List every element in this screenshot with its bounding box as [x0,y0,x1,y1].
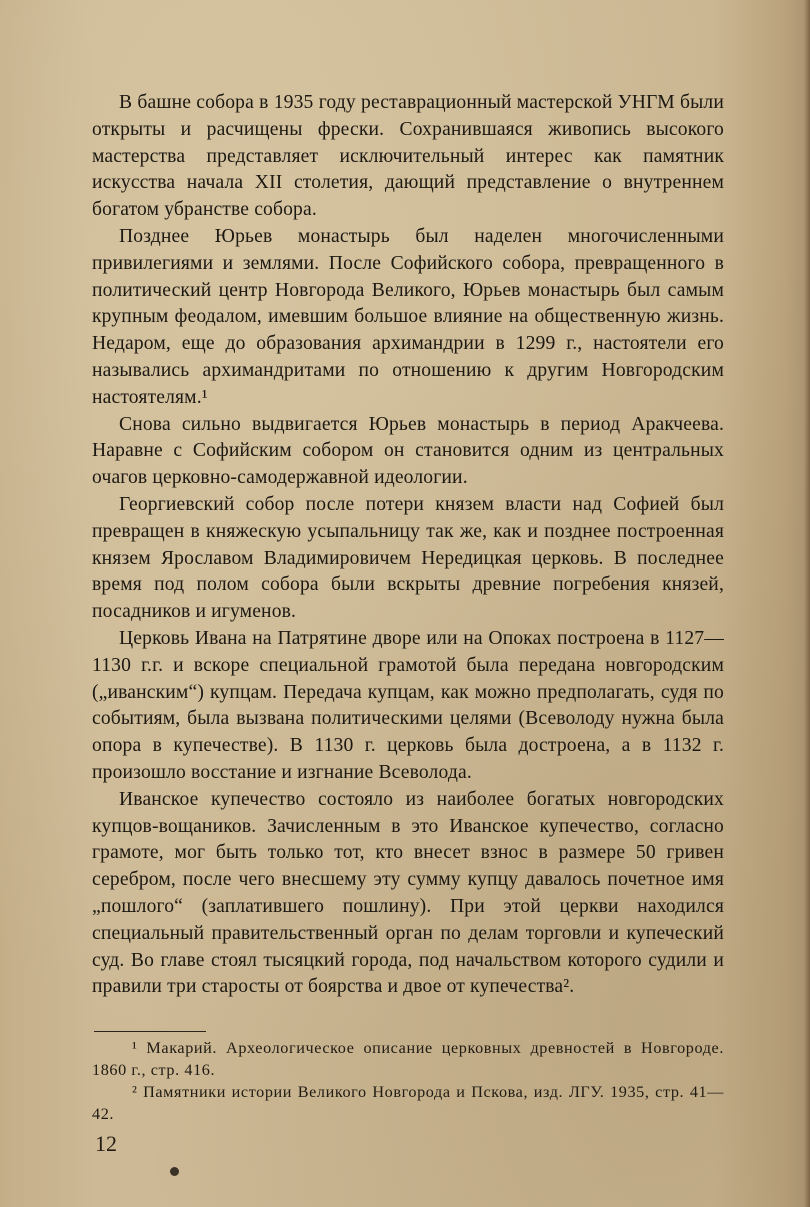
main-text [92,90,724,1001]
paragraph: В башне собора в 1935 году реставрационный мастерской УНГМ были открыты и расчищены фрески. Сохранившаяся живопись высокого мастерства представляет исключительный интерес как памятник искусства начала XII столетия, дающий представление о внутреннем богатом убранстве собора. [92,92,724,221]
page-edge-shadow [804,0,810,1207]
footnotes [92,1037,724,1125]
footnote: ² Памятники истории Великого Новгорода и Пскова, изд. ЛГУ. 1935, стр. 41—42. [92,1083,724,1123]
ink-speck [170,1167,179,1176]
footnote: ¹ Макарий. Археологическое описание церковных древностей в Новгороде. 1860 г., стр. 416. [92,1039,724,1079]
paragraph: Георгиевский собор после потери князем власти над Софией был превращен в княжескую усыпальницу так же, как и позднее построенная князем Ярославом Владимировичем Нередицкая церковь. В последнее время под полом собора были вскрыты древние погребения князей, посадников и игуменов. [92,493,724,623]
paragraph: Позднее Юрьев монастырь был наделен многочисленными привилегиями и землями. После Софийского собора, превращенного в политический центр Новгорода Великого, Юрьев монастырь был самым крупным феодалом, имевшим большое влияние на общественную жизнь. Недаром, еще до образования архимандрии в 1299 г., настоятели его назывались архимандритами по отношению к другим Новгородским настоятелям.¹ [92,225,724,408]
paragraph: Иванское купечество состояло из наиболее богатых новгородских купцов-вощаников. Зачисленным в это Иванское купечество, согласно грамоте, мог быть только тот, кто внесет взнос в размере 50 гривен серебром, после чего внесшему эту сумму купцу давалось почетное имя „пошлого“ (заплатившего пошлину). При этой церкви находился специальный правительственный орган по делам торговли и купеческий суд. Во главе стоял тысяцкий города, под начальством которого судили и правили три старосты от боярства и двое от купечества². [92,788,724,998]
paragraph: Снова сильно выдвигается Юрьев монастырь в период Аракчеева. Наравне с Софийским собором он становится одним из центральных очагов церковно-самодержавной идеологии. [92,413,724,489]
paragraph: Церковь Ивана на Патрятине дворе или на Опоках построена в 1127—1130 г.г. и вскоре специальной грамотой была передана новгородским („иванским“) купцам. Передача купцам, как можно предполагать, судя по событиям, была вызвана политическими целями (Всеволоду нужна была опора в купечестве). В 1130 г. церковь была достроена, а в 1132 г. произошло восстание и изгнание Всеволода. [92,627,724,783]
page-number: 12 [95,1131,117,1156]
footnote-divider [94,1031,206,1032]
